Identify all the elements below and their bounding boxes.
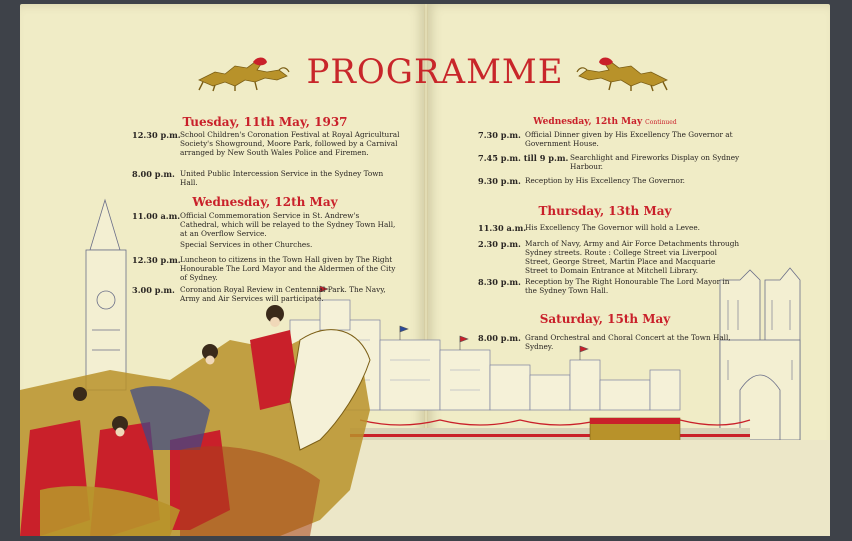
- event-time: 7.30 p.m.: [478, 130, 521, 140]
- event-item: [478, 334, 778, 352]
- event-item: [478, 278, 778, 296]
- day-heading-wednesday: Wednesday, 12th May: [192, 195, 338, 209]
- event-item: [478, 131, 778, 149]
- event-time: 11.30 a.m.: [478, 223, 527, 233]
- day-heading-wednesday-continued: [480, 117, 730, 127]
- event-item: [478, 177, 778, 187]
- event-item: [478, 240, 778, 276]
- heraldic-lion-icon: [195, 52, 291, 92]
- event-time: 11.00 a.m.: [132, 211, 181, 221]
- event-time: 8.30 p.m.: [478, 277, 521, 287]
- event-time: 2.30 p.m.: [478, 239, 521, 249]
- event-item: [132, 131, 402, 167]
- event-time: 7.45 p.m. till 9 p.m.: [478, 153, 569, 163]
- page-title: PROGRAMME: [306, 52, 564, 92]
- event-item: [478, 224, 778, 234]
- event-time: 12.30 p.m.: [132, 255, 181, 265]
- event-item: [478, 154, 778, 172]
- event-item: [132, 170, 402, 188]
- event-item: [132, 256, 402, 283]
- event-time: 3.00 p.m.: [132, 285, 175, 295]
- event-description: Official Commemoration Service in St. Andrew's Cathedral, which will be relayed to the Sydney Town Hall, at an Overflow Service.: [180, 211, 396, 238]
- heading-sub: Continued: [645, 119, 677, 126]
- event-time: 9.30 p.m.: [478, 176, 521, 186]
- event-item: [132, 286, 402, 304]
- event-item: [132, 212, 402, 239]
- heading-text: Wednesday, 12th May: [533, 117, 643, 127]
- heraldic-lion-icon: [575, 52, 671, 92]
- event-description: Grand Orchestral and Choral Concert at the Town Hall, Sydney.: [525, 333, 731, 351]
- event-description: Reception by His Excellency The Governor.: [525, 176, 685, 185]
- event-description: Special Services in other Churches.: [180, 240, 313, 249]
- event-description: Luncheon to citizens in the Town Hall given by The Right Honourable The Lord Mayor and the Aldermen of the City of Sydney.: [180, 255, 396, 282]
- event-description: United Public Intercession Service in the Sydney Town Hall.: [180, 169, 384, 187]
- day-heading-tuesday: Tuesday, 11th May, 1937: [182, 115, 348, 129]
- event-item: [132, 241, 402, 251]
- event-description: March of Navy, Army and Air Force Detachments through Sydney streets. Route : College Street via Liverpool Street, George Street, Martin Place and Macquarie Street to Domain Entrance at Mitchell Library.: [525, 239, 740, 275]
- event-description: His Excellency The Governor will hold a Levee.: [525, 223, 700, 232]
- event-description: School Children's Coronation Festival at Royal Agricultural Society's Showground, Moore Park, followed by a Carnival arranged by New South Wales Police and Firemen.: [180, 130, 400, 157]
- event-description: Coronation Royal Review in Centennial Park. The Navy, Army and Air Services will participate.: [180, 285, 386, 303]
- event-description: Reception by The Right Honourable The Lord Mayor in the Sydney Town Hall.: [525, 277, 730, 295]
- event-time: 12.30 p.m.: [132, 130, 181, 140]
- event-time: 8.00 p.m.: [132, 169, 175, 179]
- event-description: Official Dinner given by His Excellency The Governor at Government House.: [525, 130, 733, 148]
- event-description: Searchlight and Fireworks Display on Sydney Harbour.: [570, 153, 740, 171]
- event-time: 8.00 p.m.: [478, 333, 521, 343]
- day-heading-thursday: Thursday, 13th May: [538, 204, 672, 218]
- day-heading-saturday: Saturday, 15th May: [539, 312, 671, 326]
